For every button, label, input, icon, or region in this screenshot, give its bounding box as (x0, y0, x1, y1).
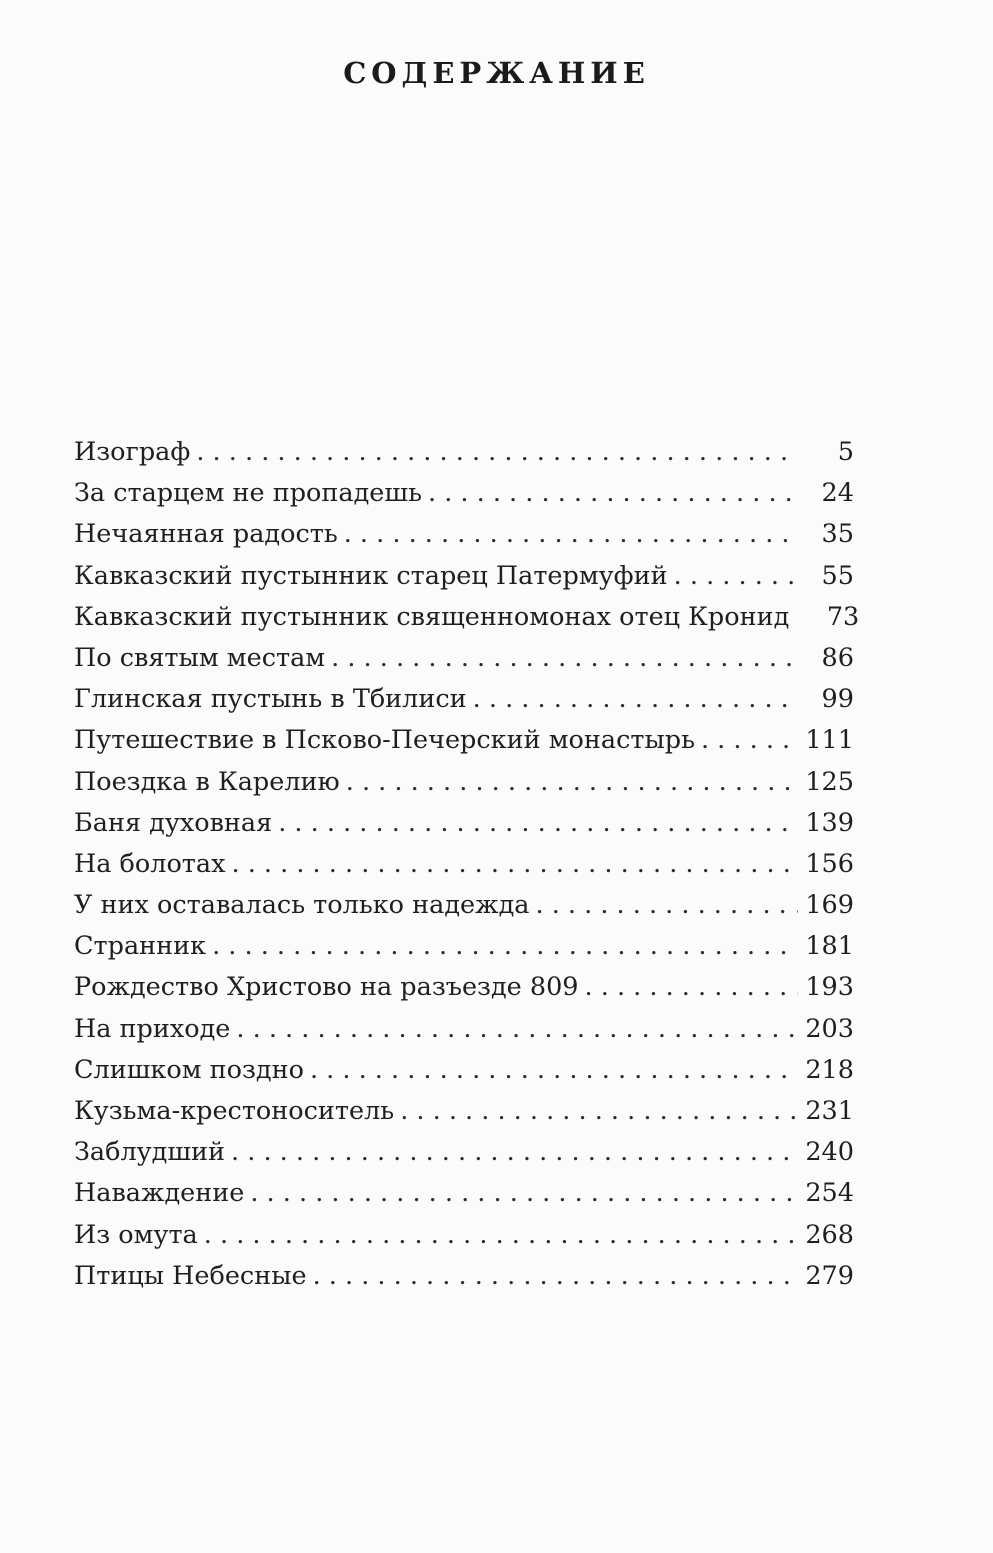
toc-entry (74, 638, 854, 679)
contents-heading: СОДЕРЖАНИЕ (343, 56, 650, 90)
toc-entry-title: Странник (74, 931, 207, 962)
toc-entry-title: Баня духовная (74, 807, 273, 838)
toc-entry-page-number: 193 (805, 972, 854, 1003)
toc-entry (74, 926, 854, 967)
toc-entry-page-number: 111 (805, 725, 854, 756)
toc-entry-title: Кузьма-крестоноситель (74, 1096, 395, 1126)
toc-dot-leader (212, 926, 798, 967)
toc-entry (74, 720, 854, 761)
toc-entry-page-number: 254 (805, 1178, 854, 1209)
toc-entry (74, 1050, 854, 1091)
toc-entry-title: Наваждение (74, 1178, 245, 1209)
toc-entry-title: Из омута (74, 1219, 198, 1250)
toc-entry (74, 1009, 854, 1050)
toc-entry (74, 762, 854, 803)
toc-entry (74, 597, 860, 638)
toc-entry-page-number: 125 (805, 766, 854, 797)
toc-entry-page-number: 73 (826, 601, 860, 632)
toc-entry-page-number: 139 (805, 807, 854, 838)
toc-entry-page-number: 86 (821, 642, 854, 673)
toc-dot-leader (344, 514, 798, 555)
toc-entry (74, 473, 854, 514)
toc-dot-leader (585, 967, 798, 1008)
toc-dot-leader (278, 803, 798, 844)
toc-entry-page-number: 156 (805, 848, 854, 879)
toc-dot-leader (346, 762, 798, 803)
toc-entry (74, 514, 854, 555)
toc-entry-page-number: 55 (821, 560, 854, 591)
toc-entry-page-number: 169 (805, 890, 854, 921)
toc-entry (74, 885, 854, 926)
toc-dot-leader (400, 1091, 798, 1132)
toc-dot-leader (236, 1009, 798, 1050)
toc-entry-title: Изограф (74, 437, 191, 467)
toc-entry (74, 1256, 854, 1297)
toc-dot-leader (313, 1256, 798, 1297)
toc-entry-page-number: 5 (837, 437, 854, 467)
toc-entry-page-number: 35 (821, 519, 854, 550)
toc-dot-leader (535, 885, 798, 926)
toc-entry-title: На болотах (74, 848, 226, 879)
toc-entry (74, 556, 854, 597)
toc-entry-title: Заблудший (74, 1137, 226, 1168)
toc-dot-leader (428, 473, 798, 514)
toc-entry-title: За старцем не пропадешь (74, 478, 422, 509)
toc-entry (74, 1132, 854, 1173)
toc-dot-leader (701, 720, 798, 761)
toc-dot-leader (310, 1050, 798, 1091)
toc-entry (74, 1215, 854, 1256)
toc-entry-page-number: 24 (821, 478, 854, 509)
toc-dot-leader (204, 1215, 798, 1256)
toc-entry-page-number: 181 (805, 931, 854, 962)
toc-entry-title: Слишком поздно (74, 1054, 304, 1085)
toc-dot-leader (473, 679, 798, 720)
toc-entry-title: По святым местам (74, 642, 326, 673)
toc-entry-title: Кавказский пустынник священномонах отец Кронид (74, 601, 790, 632)
toc-dot-leader (231, 1132, 798, 1173)
toc-entry-title: У них оставалась только надежда (74, 890, 530, 921)
toc-dot-leader (232, 844, 799, 885)
toc-entry-title: Поездка в Карелию (74, 766, 340, 797)
toc-entry-page-number: 279 (805, 1260, 854, 1291)
toc-entry (74, 1173, 854, 1214)
toc-dot-leader (674, 556, 798, 597)
toc-entry-title: Птицы Небесные (74, 1260, 307, 1291)
toc-entry-page-number: 231 (805, 1096, 854, 1126)
toc-entry-page-number: 218 (805, 1054, 854, 1085)
toc-entry (74, 679, 854, 720)
toc-dot-leader (250, 1173, 798, 1214)
toc-entry-title: На приходе (74, 1013, 231, 1044)
toc-entry-title: Рождество Христово на разъезде 809 (74, 972, 579, 1003)
toc-entry-page-number: 240 (805, 1137, 854, 1168)
toc-entry-page-number: 99 (821, 684, 854, 715)
toc-entry (74, 803, 854, 844)
toc-entry-title: Путешествие в Псково-Печерский монастырь (74, 725, 695, 756)
toc-entry-title: Кавказский пустынник старец Патермуфий (74, 560, 668, 591)
toc-entry-title: Глинская пустынь в Тбилиси (74, 684, 467, 715)
toc-entry (74, 1091, 854, 1132)
table-of-contents (74, 432, 860, 1297)
toc-entry (74, 432, 854, 473)
toc-entry-title: Нечаянная радость (74, 519, 338, 550)
toc-entry (74, 967, 854, 1008)
toc-dot-leader (196, 432, 798, 473)
toc-entry-page-number: 268 (805, 1219, 854, 1250)
toc-entry (74, 844, 854, 885)
toc-dot-leader (331, 638, 798, 679)
toc-entry-page-number: 203 (805, 1013, 854, 1044)
